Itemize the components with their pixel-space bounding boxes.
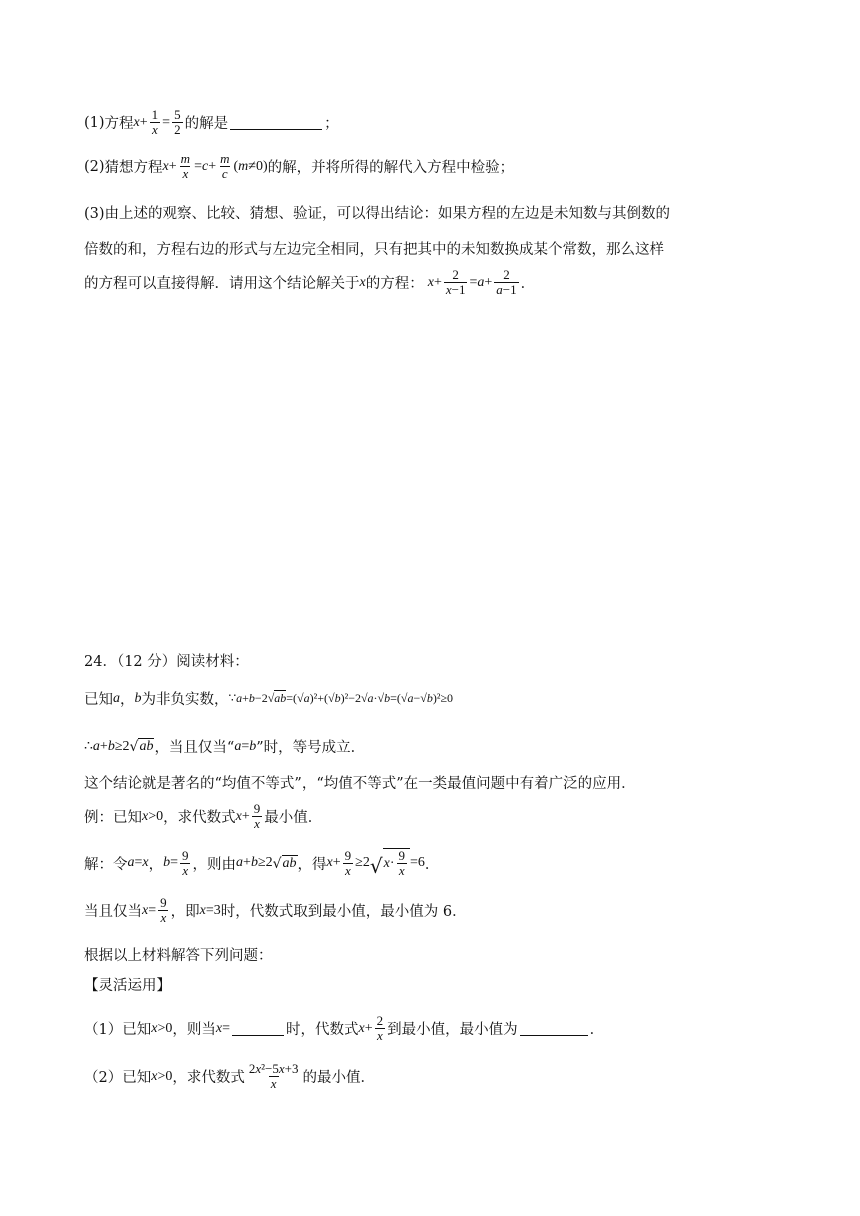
answer-blank-x[interactable] xyxy=(232,1021,284,1036)
q23-part3-line2: 倍数的和，方程右边的形式与左边完全相同，只有把其中的未知数换成某个常数，那么这样 xyxy=(84,242,664,258)
q24-heading: 24．（12 分）阅读材料： xyxy=(84,654,249,670)
q23-part3-line1: (3)由上述的观察、比较、猜想、验证，可以得出结论：如果方程的左边是未知数与其倒数的 xyxy=(84,206,671,222)
q24-section-title: 【灵活运用】 xyxy=(84,978,171,994)
q24-therefore: ∴ a + b ≥2 √ ab ，当且仅当“ a = b ”时，等号成立． xyxy=(84,738,366,756)
q24-conclusion: 这个结论就是著名的“均值不等式”，“均值不等式”在一类最值问题中有着广泛的应用． xyxy=(84,776,636,792)
equation-x-plus-2-over-x-minus-1: x + $\frac{2}{x-1}$ = a + $\frac{2}{a-1}$ xyxy=(427,267,517,297)
q23-part1: (1) 方程 x + $\frac{1}{x}$ = $\frac{5}{2}$ 的解是 ； xyxy=(84,107,339,137)
expansion-formula: ∵a+b−2√ab=(√a)²+(√b)²−2√a·√b=(√a−√b)²≥0 xyxy=(228,691,454,705)
q24-answer-intro: 根据以上材料解答下列问题： xyxy=(84,948,273,964)
q24-sub2: （2）已知 x >0 ，求代数式 $\frac{\text{2x²−5x+3}}{x}$ 的最小值． xyxy=(84,1061,375,1091)
answer-blank[interactable] xyxy=(230,115,322,130)
q24-known: 已知 a ， b 为非负实数， ∵a+b−2√ab=(√a)²+(√b)²−2√a·√b=(√a−√b)²≥0 xyxy=(84,690,454,708)
q24-solution: 解：令 a = x ， b = $\frac{9}{x}$ ，则由 a + b ≥2 √ ab ，得 x + $\frac{9}{x}$ ≥2 √ x · $\frac{9}{x}$ =6 ． xyxy=(84,847,440,878)
q24-example: 例：已知 x >0 ，求代数式 x + $\frac{9}{x}$ 最小值． xyxy=(84,801,323,831)
answer-blank-min[interactable] xyxy=(520,1021,588,1036)
q24-equality-case: 当且仅当 x = $\frac{9}{x}$ ，即 x =3 时，代数式取到最小值，最小值为 6． xyxy=(84,895,467,925)
q23-part3-line3: 的方程可以直接得解．请用这个结论解关于 x 的方程： x + $\frac{2}{x-1}$ = a + $\frac{2}{a-1}$ ． xyxy=(84,267,536,297)
equation-x-plus-1-over-x: x + $\frac{1}{x}$ = $\frac{5}{2}$ xyxy=(133,107,181,137)
q24-sub1: （1）已知 x >0 ，则当 x = 时，代数式 x + $\frac{2}{x}$ 到最小值，最小值为 ． xyxy=(84,1013,605,1043)
equation-m-over-x: x + $\frac{m}{x}$ = c + $\frac{m}{c}$ ( m ≠0) xyxy=(162,151,268,181)
q23-part2: (2) 猜想方程 x + $\frac{m}{x}$ = c + $\frac{m}{c}$ ( m ≠0) 的解，并将所得的解代入方程中检验； xyxy=(84,151,515,181)
